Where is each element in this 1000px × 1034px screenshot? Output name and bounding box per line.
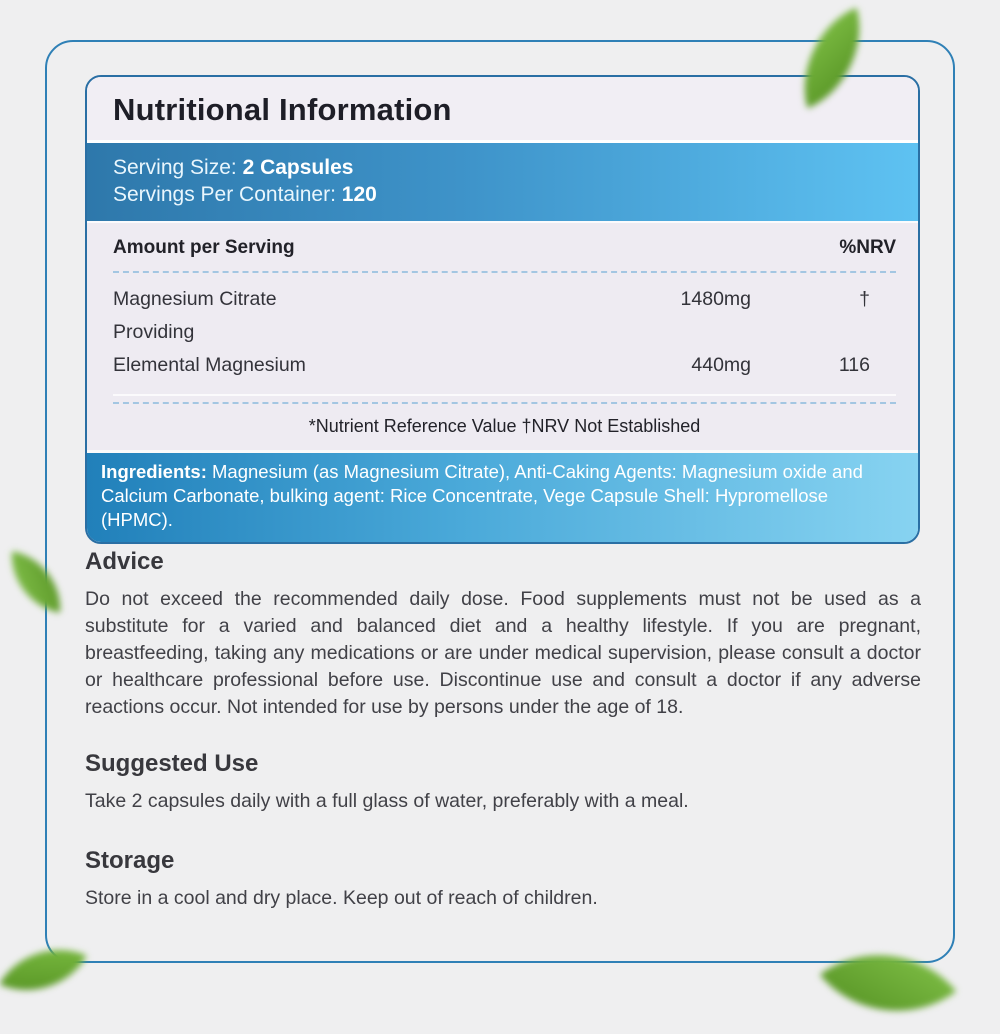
section-body: Store in a cool and dry place. Keep out of reach of children. [85,886,598,909]
leaf-icon [812,932,963,1034]
section-heading: Storage [85,846,175,874]
ingredients-text: Magnesium (as Magnesium Citrate), Anti-Caking Agents: Magnesium oxide and Calcium Carbonate, bulking agent: Rice Concentrate, Vege Capsule Shell: Hypromellose (HPMC). [101,460,863,530]
ingredients-label: Ingredients: [101,460,207,482]
serving-info-band [87,143,918,223]
table-row [113,283,896,316]
section-body: Do not exceed the recommended daily dose. Food supplements must not be used as a substitute for a varied and balanced diet and a healthy lifestyle. If you are pregnant, breastfeeding, taking any medications or are under medical supervision, please consult a doctor or healthcare professional before use. Discontinue use and consult a doctor if any adverse reactions occur. Not intended for use by persons under the age of 18. [85,588,921,719]
section-body: Take 2 capsules daily with a full glass of water, preferably with a meal. [85,790,689,813]
serving-size-value: 2 Capsules [242,156,354,179]
nrv-footnote: *Nutrient Reference Value †NRV Not Established [308,415,701,436]
column-header-amount: Amount per Serving [113,236,295,258]
nutrient-amount: 440mg [691,353,751,376]
section-storage [85,847,921,912]
info-sections [85,548,921,912]
nutrient-name: Magnesium Citrate [113,287,277,310]
nutrient-table [87,223,918,450]
ingredients-box [87,450,918,542]
serving-size-line [113,154,892,181]
table-header-row [113,223,896,271]
page-title: Nutritional Information [113,92,452,127]
nutrient-name: Elemental Magnesium [113,353,306,376]
table-row [113,349,896,382]
nutrition-card [85,75,920,544]
serving-size-label: Serving Size: [113,156,243,179]
servings-per-container-label: Servings Per Container: [113,183,342,207]
section-heading: Advice [85,548,164,575]
section-heading: Suggested Use [85,750,259,778]
servings-per-container-value: 120 [341,183,377,207]
section-advice [85,548,921,721]
table-rows [113,273,896,394]
label-card-area [85,75,920,544]
solid-divider [113,394,896,396]
nutrient-nrv: † [859,287,870,310]
nutrient-amount: 1480mg [680,287,751,310]
table-row [113,316,896,349]
servings-per-container-line [113,181,892,208]
nutrient-name: Providing [113,320,195,343]
nutrient-nrv: 116 [838,353,870,376]
section-suggested-use [85,750,921,815]
column-header-nrv: %NRV [839,236,896,258]
